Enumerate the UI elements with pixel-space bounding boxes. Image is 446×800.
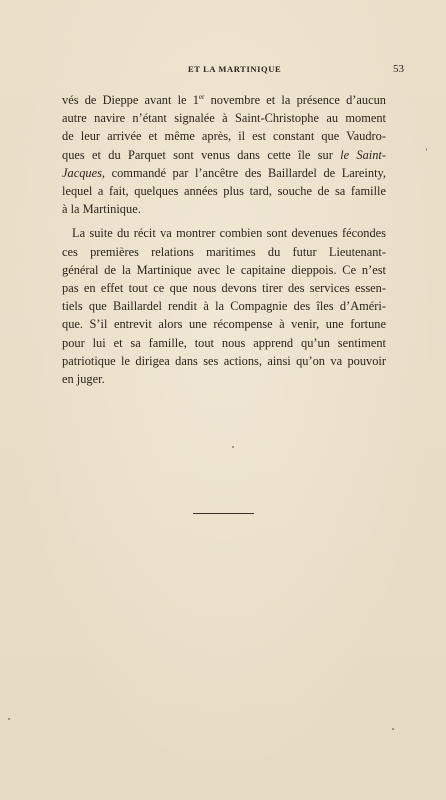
text-line: autre navire n’étant signalée à Saint-Christophe au moment [62, 111, 386, 126]
text-line: à la Martinique. [62, 202, 141, 217]
text-line: Jacques, commandé par l’ancêtre des Baillardel de Lareinty, [62, 165, 386, 180]
text-line: en juger. [62, 372, 105, 387]
text-line: patriotique le dirigea dans ses actions, ainsi qu’on va pouvoir [62, 353, 386, 368]
text-line: La suite du récit va montrer combien sont devenues fécondes [72, 226, 386, 241]
body-text [62, 91, 386, 388]
text-line: de leur arrivée et même après, il est constant que Vaudro- [62, 129, 386, 144]
paper-speck [426, 148, 427, 151]
page-number: 53 [393, 63, 404, 75]
paper-speck [232, 446, 234, 448]
paper-speck [8, 718, 10, 720]
paragraph-2 [62, 224, 386, 388]
text-line: ces premières relations maritimes du futur Lieutenant- [62, 244, 386, 259]
text-line: tiels que Baillardel rendit à la Compagnie des îles d’Améri- [62, 299, 386, 314]
section-divider [193, 513, 254, 514]
running-title: ET LA MARTINIQUE [188, 64, 282, 74]
text-line: vés de Dieppe avant le 1er novembre et la présence d’aucun [62, 92, 386, 107]
text-line: général de la Martinique avec le capitaine dieppois. Ce n’est [62, 262, 386, 277]
text-line: que. S’il entrevit alors une récompense à venir, une fortune [62, 317, 386, 332]
text-line: pour lui et sa famille, tout nous apprend qu’un sentiment [62, 335, 386, 350]
text-line: pas en effet tout ce que nous devons tirer des services essen- [62, 281, 386, 296]
text-line: ques et du Parquet sont venus dans cette île sur le Saint- [62, 147, 387, 162]
page-header [0, 64, 446, 78]
ship-name-italic: le Saint- [340, 147, 387, 162]
paragraph-1 [62, 91, 386, 218]
paper-speck [392, 728, 394, 730]
superscript: er [198, 92, 205, 101]
ship-name-italic: Jacques [62, 165, 102, 180]
text-line: lequel a fait, quelques années plus tard, souche de sa famille [62, 184, 386, 199]
